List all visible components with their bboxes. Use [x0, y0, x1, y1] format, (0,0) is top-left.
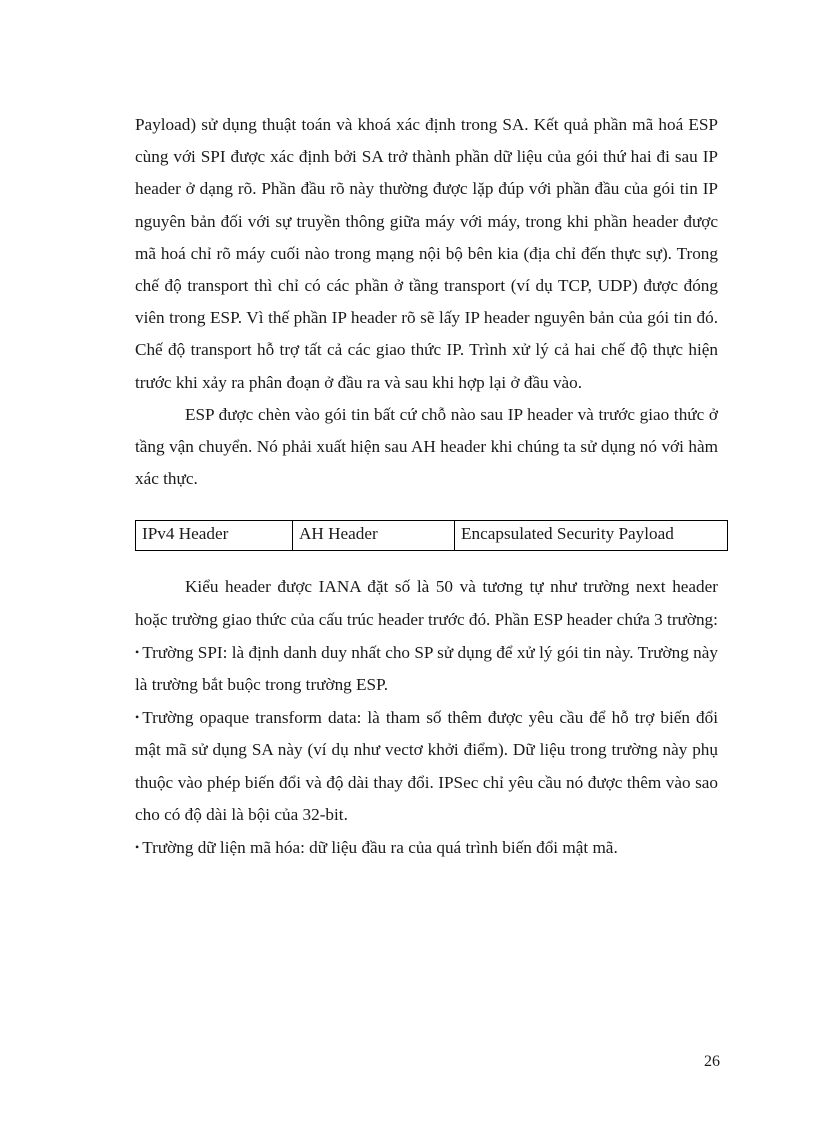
list-item-text: Trường opaque transform data: là tham số thêm được yêu cầu để hỗ trợ biến đổi mật mã sử dụng SA này (ví dụ như vectơ khởi điểm). Dữ liệu trong trường này phụ thuộc vào phép biến đổi và độ dài thay đổi. IPSec chỉ yêu cầu nó được thêm vào sao cho có độ dài là bội của 32-bit.: [135, 708, 718, 824]
bullet-icon: •: [135, 710, 140, 725]
bullet-icon: •: [135, 840, 140, 855]
bullet-icon: •: [135, 644, 140, 659]
page-number: 26: [704, 1053, 720, 1070]
packet-layout-table: [135, 520, 728, 551]
list-item-text: Trường SPI: là định danh duy nhất cho SP sử dụng để xử lý gói tin này. Trường này là trường bắt buộc trong trường ESP.: [135, 642, 718, 695]
paragraph-esp-header: Kiểu header được IANA đặt số là 50 và tương tự như trường next header hoặc trường giao thức của cấu trúc header trước đó. Phần ESP header chứa 3 trường:: [135, 577, 718, 629]
list-item: [135, 701, 718, 831]
list-item: [135, 636, 718, 701]
list-item-text: Trường dữ liện mã hóa: dữ liệu đầu ra của quá trình biến đổi mật mã.: [142, 838, 618, 858]
paragraph-esp-modes: Payload) sử dụng thuật toán và khoá xác định trong SA. Kết quả phần mã hoá ESP cùng với SPI được xác định bởi SA trở thành phần dữ liệu của gói thứ hai đi sau IP header ở dạng rõ. Phần đầu rõ này thường được lặp đúp với phần đầu của gói tin IP nguyên bản đối với sự truyền thông giữa máy với máy, trong khi phần header được mã hoá chỉ rõ máy cuối nào trong mạng nội bộ bên kia (địa chỉ đến thực sự). Trong chế độ transport thì chỉ có các phần ở tầng transport (ví dụ TCP, UDP) được đóng viên trong ESP. Vì thế phần IP header rõ sẽ lấy IP header nguyên bản của gói tin đó. Chế độ transport hỗ trợ tất cả các giao thức IP. Trình xử lý cả hai chế độ thực hiện trước khi xảy ra phân đoạn ở đầu ra và sau khi hợp lại ở đầu vào.: [135, 115, 718, 392]
ipv4-header-cell: IPv4 Header: [136, 521, 293, 551]
page-content: [135, 109, 718, 864]
list-item: [135, 831, 718, 864]
ah-header-cell: AH Header: [293, 521, 455, 551]
table-row: [136, 521, 728, 551]
paragraph-esp-placement: ESP được chèn vào gói tin bất cứ chỗ nào sau IP header và trước giao thức ở tầng vận chuyển. Nó phải xuất hiện sau AH header khi chúng ta sử dụng nó với hàm xác thực.: [135, 404, 718, 489]
esp-payload-cell: Encapsulated Security Payload: [455, 521, 728, 551]
